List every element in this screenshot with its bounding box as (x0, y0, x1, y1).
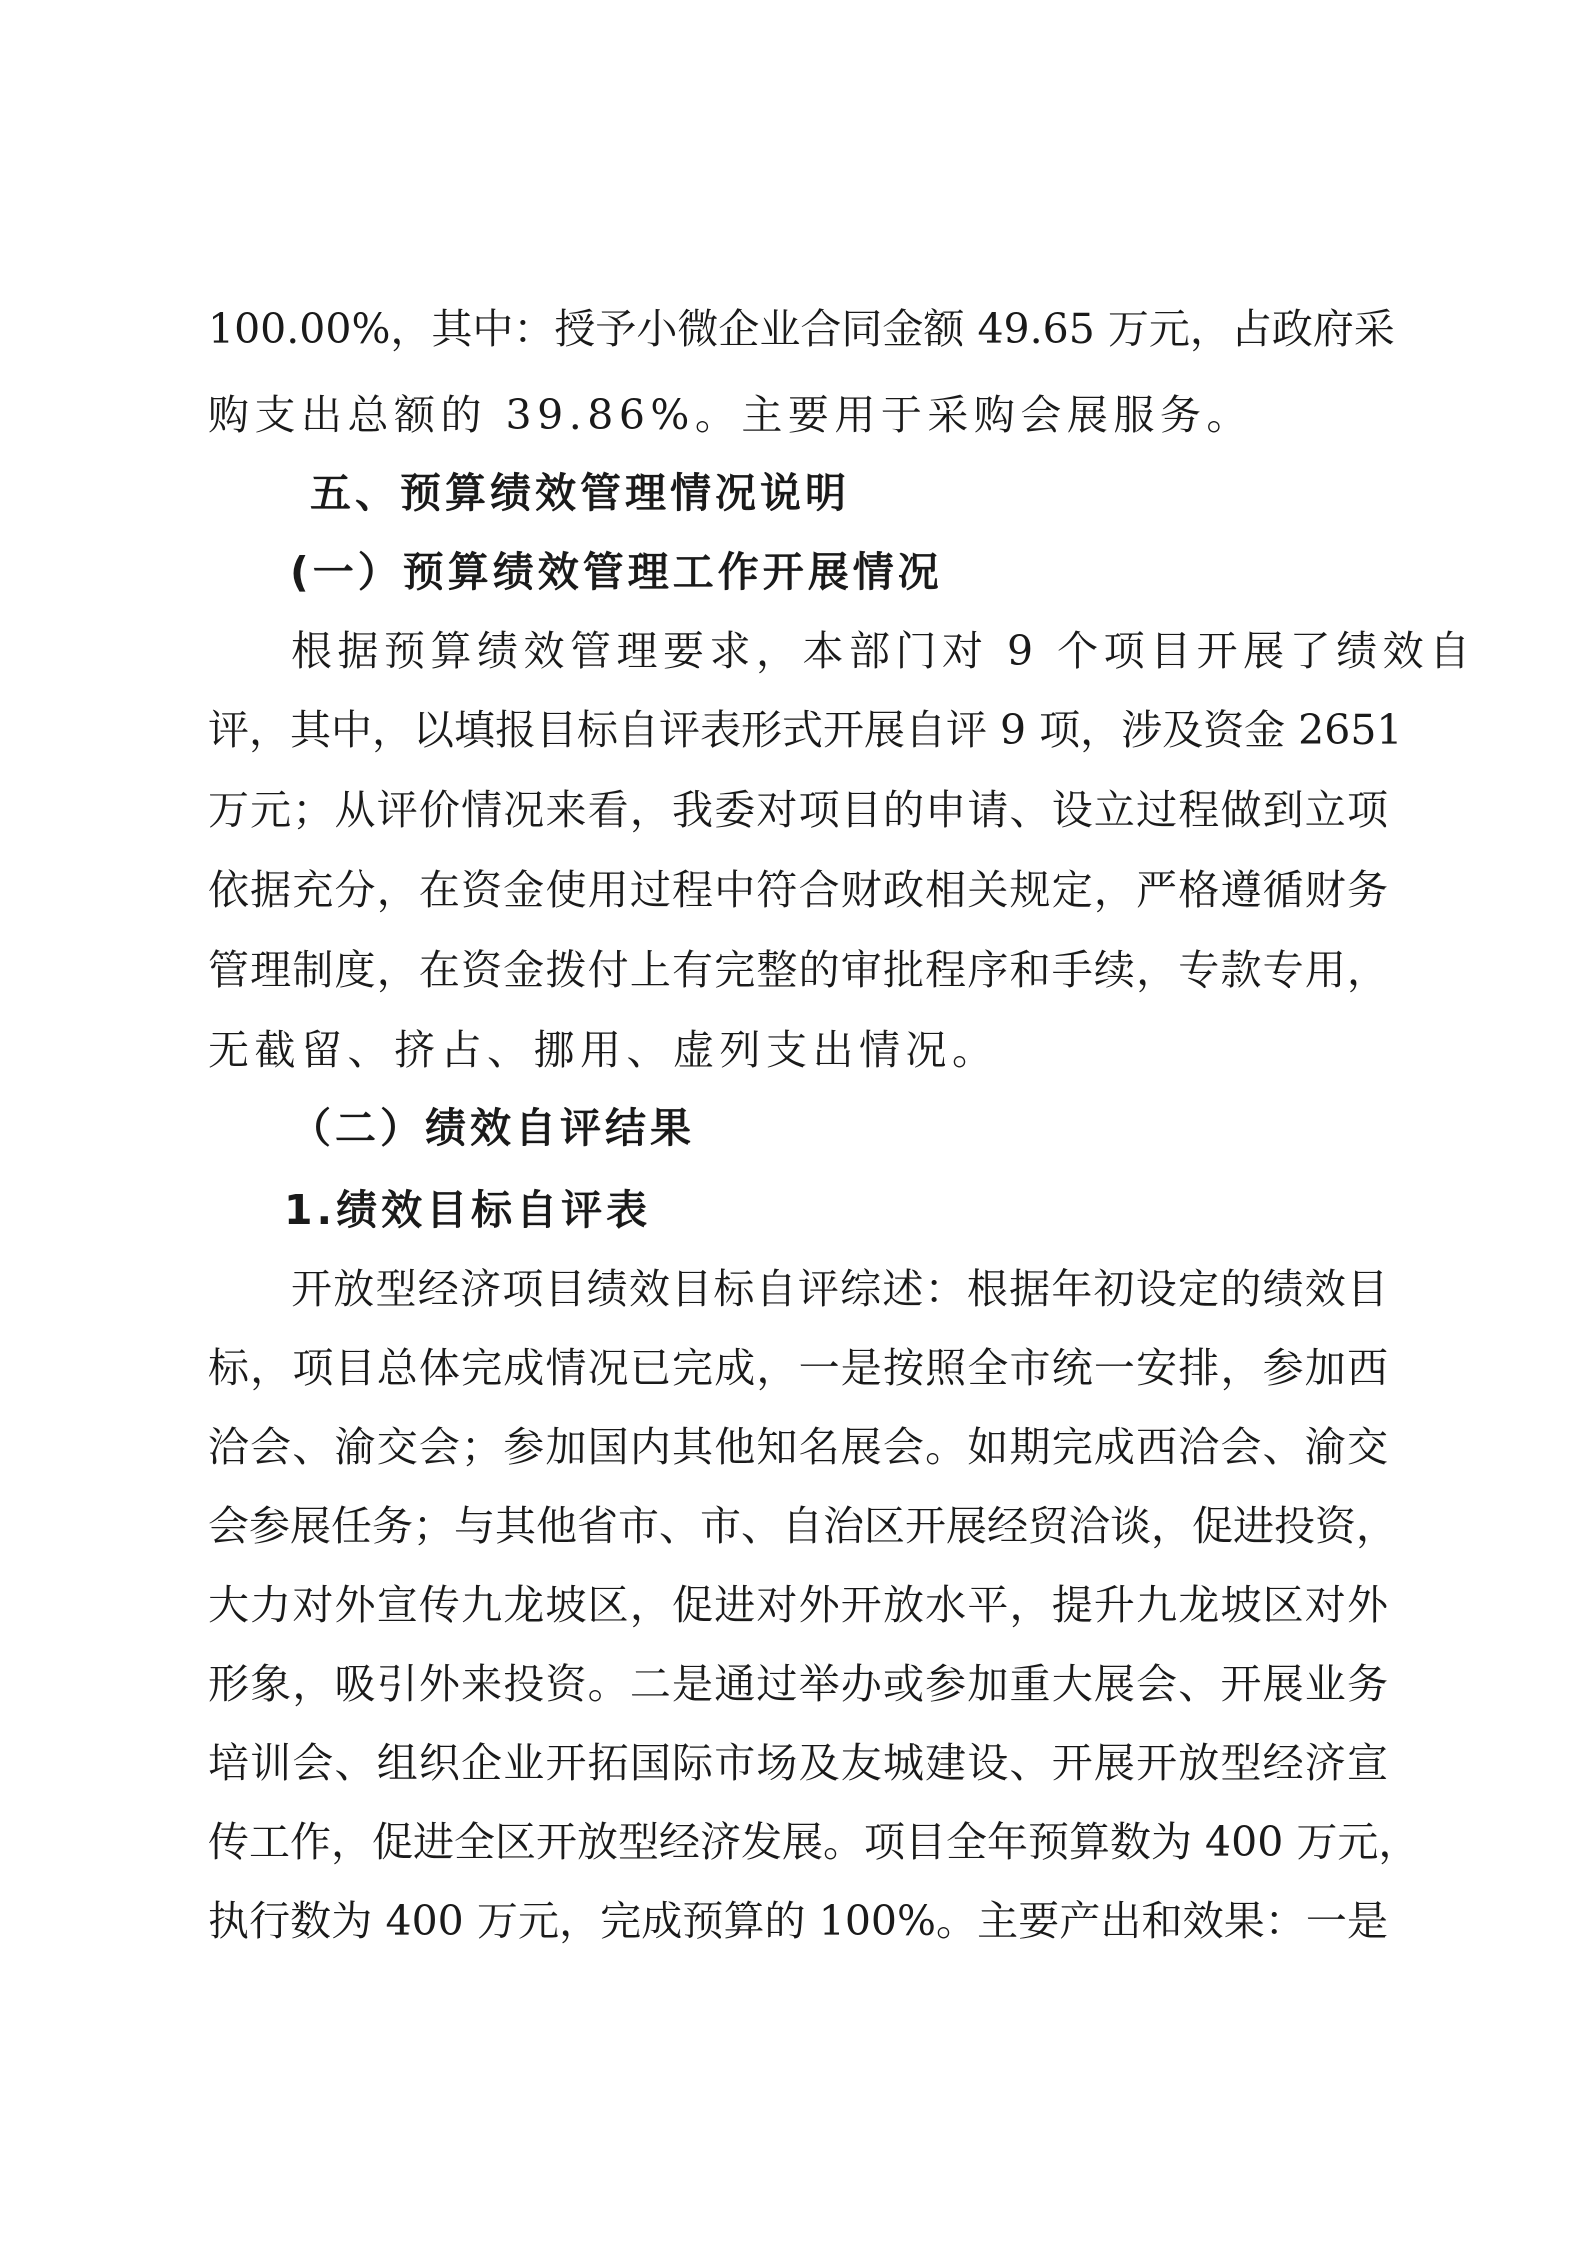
paragraph-intro-line-2: 购支出总额的 39.86%。主要用于采购会展服务。 (208, 391, 1253, 439)
section-5-heading: 五、预算绩效管理情况说明 (310, 469, 850, 517)
paragraph-summary-line-1: 开放型经济项目绩效目标自评综述：根据年初设定的绩效目 (291, 1265, 1388, 1313)
subsection-2-heading: （二）绩效自评结果 (290, 1104, 695, 1152)
paragraph-summary-line-6: 形象，吸引外来投资。二是通过举办或参加重大展会、开展业务 (208, 1660, 1388, 1708)
item-1-heading: 1.绩效目标自评表 (284, 1186, 652, 1234)
paragraph-summary-line-2: 标，项目总体完成情况已完成，一是按照全市统一安排，参加西 (208, 1344, 1388, 1392)
paragraph-summary-line-4: 会参展任务；与其他省市、市、自治区开展经贸洽谈，促进投资， (208, 1502, 1397, 1550)
paragraph-summary-line-9: 执行数为 400 万元，完成预算的 100%。主要产出和效果：一是 (208, 1897, 1388, 1945)
paragraph-work-line-2: 评，其中，以填报目标自评表形式开展自评 9 项，涉及资金 2651 (208, 706, 1403, 754)
paragraph-summary-line-3: 洽会、渝交会；参加国内其他知名展会。如期完成西洽会、渝交 (208, 1423, 1388, 1471)
paragraph-summary-line-8: 传工作，促进全区开放型经济发展。项目全年预算数为 400 万元， (208, 1818, 1420, 1866)
paragraph-work-line-4: 依据充分，在资金使用过程中符合财政相关规定，严格遵循财务 (208, 866, 1388, 914)
paragraph-summary-line-7: 培训会、组织企业开拓国际市场及友城建设、开展开放型经济宣 (208, 1739, 1388, 1787)
paragraph-work-line-3: 万元；从评价情况来看，我委对项目的申请、设立过程做到立项 (208, 786, 1388, 834)
subsection-1-heading: (一）预算绩效管理工作开展情况 (290, 548, 943, 596)
paragraph-work-line-1: 根据预算绩效管理要求，本部门对 9 个项目开展了绩效自 (291, 627, 1476, 675)
paragraph-work-line-6: 无截留、挤占、挪用、虚列支出情况。 (208, 1026, 999, 1074)
paragraph-work-line-5: 管理制度，在资金拨付上有完整的审批程序和手续，专款专用， (208, 946, 1388, 994)
paragraph-intro-line-1: 100.00%，其中：授予小微企业合同金额 49.65 万元，占政府采 (208, 305, 1395, 353)
paragraph-summary-line-5: 大力对外宣传九龙坡区，促进对外开放水平，提升九龙坡区对外 (208, 1581, 1388, 1629)
